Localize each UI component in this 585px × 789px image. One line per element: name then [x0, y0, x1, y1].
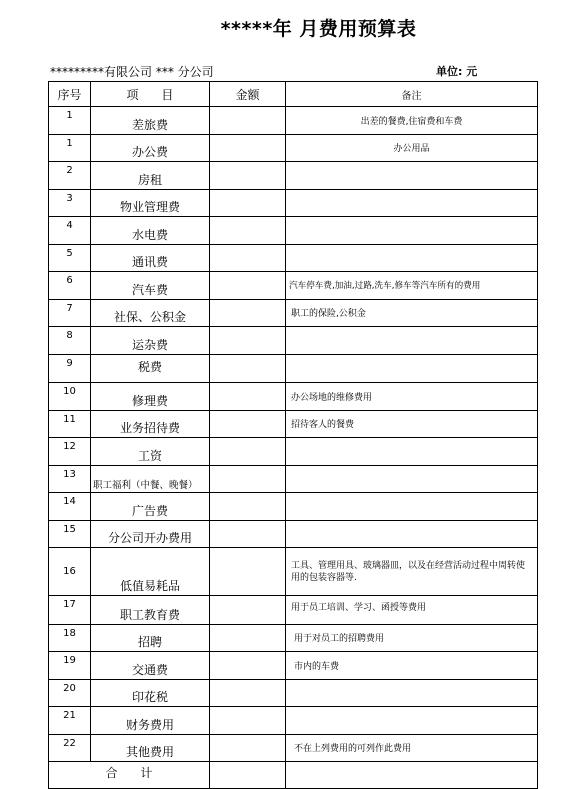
row-amount-cell[interactable] — [210, 596, 286, 625]
row-note — [286, 217, 538, 245]
total-label: 合 计 — [49, 762, 210, 789]
row-amount-cell[interactable] — [210, 548, 286, 596]
header-note: 备注 — [286, 82, 538, 107]
table-row — [49, 679, 538, 707]
row-item: 职工教育费 — [91, 596, 210, 625]
row-note — [286, 327, 538, 355]
total-note-cell — [286, 762, 538, 789]
row-item: 工资 — [91, 438, 210, 466]
row-item: 分公司开办费用 — [91, 520, 210, 548]
table-row — [49, 596, 538, 625]
row-seq: 8 — [49, 327, 91, 355]
row-seq: 16 — [49, 548, 91, 596]
header-item: 项 目 — [91, 82, 210, 107]
table-row — [49, 327, 538, 355]
table-row — [49, 354, 538, 383]
table-header-row — [49, 82, 538, 107]
row-note: 市内的车费 — [286, 652, 538, 680]
row-amount-cell[interactable] — [210, 327, 286, 355]
row-note: 工具、管理用具、玻璃器皿，以及在经营活动过程中周转使用的包装容器等. — [286, 548, 538, 596]
row-note — [286, 189, 538, 217]
row-amount-cell[interactable] — [210, 107, 286, 135]
row-seq: 12 — [49, 438, 91, 466]
row-seq: 2 — [49, 162, 91, 190]
row-amount-cell[interactable] — [210, 493, 286, 521]
row-note — [286, 493, 538, 521]
row-seq: 15 — [49, 520, 91, 548]
row-seq: 13 — [49, 465, 91, 493]
row-item: 业务招待费 — [91, 410, 210, 438]
table-row — [49, 217, 538, 245]
row-note: 办公场地的维修费用 — [286, 383, 538, 411]
table-row — [49, 548, 538, 596]
row-note — [286, 244, 538, 272]
row-seq: 21 — [49, 707, 91, 735]
row-item: 房租 — [91, 162, 210, 190]
row-note — [286, 438, 538, 466]
row-amount-cell[interactable] — [210, 465, 286, 493]
table-row — [49, 438, 538, 466]
row-seq: 17 — [49, 596, 91, 625]
row-seq: 9 — [49, 354, 91, 383]
row-note — [286, 679, 538, 707]
row-item: 运杂费 — [91, 327, 210, 355]
row-item: 水电费 — [91, 217, 210, 245]
row-seq: 18 — [49, 624, 91, 652]
row-item: 其他费用 — [91, 734, 210, 762]
header-seq: 序号 — [49, 82, 91, 107]
row-note — [286, 520, 538, 548]
row-seq: 5 — [49, 244, 91, 272]
table-row — [49, 520, 538, 548]
row-amount-cell[interactable] — [210, 134, 286, 162]
row-item: 社保、公积金 — [91, 299, 210, 327]
row-amount-cell[interactable] — [210, 217, 286, 245]
row-item: 修理费 — [91, 383, 210, 411]
row-item: 物业管理费 — [91, 189, 210, 217]
row-note — [286, 162, 538, 190]
row-note: 汽车停车费,加油,过路,洗车,修车等汽车所有的费用 — [286, 272, 538, 300]
table-row — [49, 189, 538, 217]
row-amount-cell[interactable] — [210, 410, 286, 438]
row-note: 用于对员工的招聘费用 — [286, 624, 538, 652]
row-seq: 4 — [49, 217, 91, 245]
table-row — [49, 652, 538, 680]
row-amount-cell[interactable] — [210, 383, 286, 411]
row-amount-cell[interactable] — [210, 679, 286, 707]
table-row — [49, 162, 538, 190]
row-item: 汽车费 — [91, 272, 210, 300]
row-amount-cell[interactable] — [210, 438, 286, 466]
table-row — [49, 299, 538, 327]
row-seq: 14 — [49, 493, 91, 521]
table-row — [49, 383, 538, 411]
row-amount-cell[interactable] — [210, 354, 286, 383]
row-amount-cell[interactable] — [210, 734, 286, 762]
row-amount-cell[interactable] — [210, 162, 286, 190]
row-seq: 6 — [49, 272, 91, 300]
table-row — [49, 244, 538, 272]
row-seq: 11 — [49, 410, 91, 438]
budget-table — [48, 81, 538, 789]
row-note: 职工的保险,公积金 — [286, 299, 538, 327]
row-note: 招待客人的餐费 — [286, 410, 538, 438]
total-row — [49, 762, 538, 789]
row-note: 出差的餐费,住宿费和车费 — [286, 107, 538, 135]
company-name: *********有限公司 *** 分公司 — [50, 65, 214, 79]
table-row — [49, 707, 538, 735]
row-item: 招聘 — [91, 624, 210, 652]
row-item: 交通费 — [91, 652, 210, 680]
row-note — [286, 354, 538, 383]
row-amount-cell[interactable] — [210, 244, 286, 272]
table-row — [49, 734, 538, 762]
row-item: 通讯费 — [91, 244, 210, 272]
table-row — [49, 624, 538, 652]
row-note: 用于员工培训、学习、函授等费用 — [286, 596, 538, 625]
row-amount-cell[interactable] — [210, 520, 286, 548]
row-amount-cell[interactable] — [210, 299, 286, 327]
table-row — [49, 134, 538, 162]
row-item: 差旅费 — [91, 107, 210, 135]
row-note — [286, 465, 538, 493]
table-row — [49, 107, 538, 135]
row-note — [286, 707, 538, 735]
row-seq: 19 — [49, 652, 91, 680]
total-amount-cell[interactable] — [210, 762, 286, 789]
row-item: 广告费 — [91, 493, 210, 521]
row-amount-cell[interactable] — [210, 624, 286, 652]
row-item: 职工福利（中餐、晚餐） — [91, 465, 210, 493]
table-row — [49, 493, 538, 521]
row-seq: 1 — [49, 134, 91, 162]
header-amount: 金额 — [210, 82, 286, 107]
row-item: 办公费 — [91, 134, 210, 162]
row-seq: 3 — [49, 189, 91, 217]
row-seq: 20 — [49, 679, 91, 707]
row-note: 不在上列费用的可列作此费用 — [286, 734, 538, 762]
row-amount-cell[interactable] — [210, 707, 286, 735]
page-title: *****年 月费用预算表 — [220, 18, 417, 40]
table-row — [49, 465, 538, 493]
row-amount-cell[interactable] — [210, 272, 286, 300]
row-item: 低值易耗品 — [91, 548, 210, 596]
row-seq: 7 — [49, 299, 91, 327]
table-row — [49, 272, 538, 300]
row-item: 财务费用 — [91, 707, 210, 735]
row-seq: 1 — [49, 107, 91, 135]
table-row — [49, 410, 538, 438]
row-note: 办公用品 — [286, 134, 538, 162]
row-item: 印花税 — [91, 679, 210, 707]
unit-label: 单位: 元 — [436, 65, 478, 78]
row-seq: 22 — [49, 734, 91, 762]
row-amount-cell[interactable] — [210, 652, 286, 680]
row-seq: 10 — [49, 383, 91, 411]
row-amount-cell[interactable] — [210, 189, 286, 217]
row-item: 税费 — [91, 354, 210, 383]
